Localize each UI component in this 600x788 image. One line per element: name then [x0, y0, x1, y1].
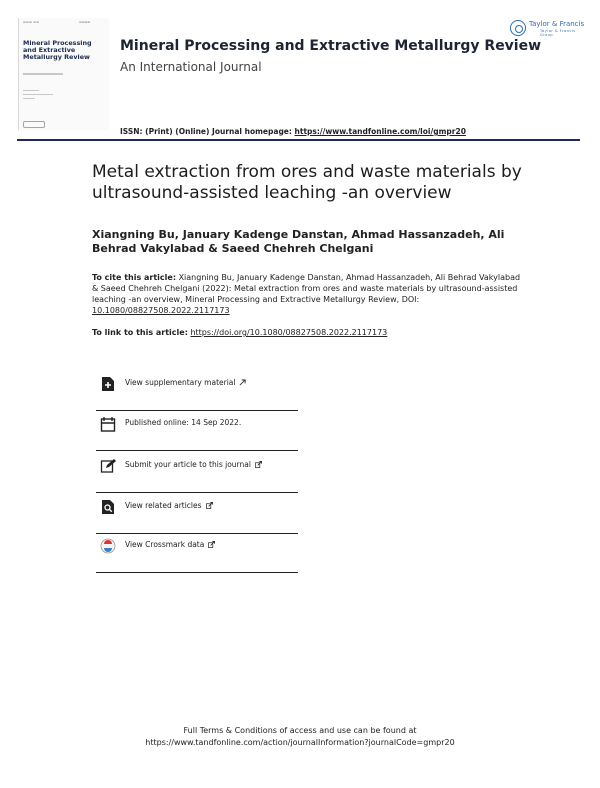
supplementary-material-row[interactable]: [96, 370, 298, 411]
cover-line: [23, 90, 39, 91]
journal-subtitle: An International Journal: [120, 60, 262, 74]
journal-cover: [18, 18, 109, 130]
published-online-row: [96, 410, 298, 451]
journal-homepage-link[interactable]: https://www.tandfonline.com/loi/gmpr20: [294, 127, 466, 136]
cover-top-text-2: ▬▬▬▬: [79, 20, 91, 24]
issn-label: ISSN: (Print) (Online) Journal homepage:: [120, 127, 292, 136]
related-articles-label: View related articles: [125, 501, 213, 510]
edit-icon: [100, 458, 116, 474]
article-title: Metal extraction from ores and waste materials by ultrasound-assisted leaching -an overview: [92, 162, 522, 203]
journal-title: Mineral Processing and Extractive Metallurgy Review: [120, 38, 542, 54]
footer: [100, 725, 500, 749]
footer-journal-info-link[interactable]: https://www.tandfonline.com/action/journalInformation?journalCode=gmpr20: [145, 738, 455, 747]
doi-link[interactable]: 10.1080/08827508.2022.2117173: [92, 306, 230, 315]
citation-block: [92, 272, 522, 316]
supplementary-icon: [100, 376, 116, 392]
external-link-icon: [206, 502, 213, 509]
external-link-icon: [239, 379, 246, 386]
crossmark-label: View Crossmark data: [125, 540, 215, 549]
cover-top-text: ▬▬▬ ▬▬: [23, 20, 40, 24]
search-icon: [100, 499, 116, 515]
crossmark-icon: [100, 538, 116, 554]
doi-label: DOI:: [401, 295, 420, 304]
publisher-name: Taylor & Francis: [529, 20, 585, 28]
related-articles-row[interactable]: [96, 493, 298, 534]
submit-article-row[interactable]: [96, 452, 298, 493]
calendar-icon: [100, 416, 116, 432]
article-link-line: [92, 328, 532, 337]
cover-line: [23, 98, 35, 99]
issn-line: [120, 127, 466, 136]
cover-publisher-logo: [23, 121, 45, 128]
external-link-icon: [255, 461, 262, 468]
cover-subtitle-bar: [23, 73, 63, 75]
citation-text: Xiangning Bu, January Kadenge Danstan, Ahmad Hassanzadeh, Ali Behrad Vakylabad & Saeed Chehreh Chelgani (2022): Metal extraction from ores and waste materials by ultrasound-assisted leaching -an overview, Mineral Processing and Extractive Metallurgy Review,: [92, 273, 521, 304]
publisher-tagline: Taylor & Francis Group: [540, 29, 576, 37]
citation-label: To cite this article:: [92, 273, 177, 282]
footer-terms-text: Full Terms & Conditions of access and use can be found at: [183, 726, 417, 735]
publisher-logo-icon: [510, 20, 526, 36]
submit-article-label: Submit your article to this journal: [125, 460, 262, 469]
publisher-logo[interactable]: [510, 18, 585, 40]
cover-title: Mineral Processing and Extractive Metallurgy Review: [23, 39, 92, 62]
article-link-label: To link to this article:: [92, 328, 188, 337]
crossmark-row[interactable]: [96, 532, 298, 573]
published-online-label: Published online: 14 Sep 2022.: [125, 418, 242, 427]
cover-line: [23, 94, 53, 95]
external-link-icon: [208, 541, 215, 548]
header-divider: [17, 139, 580, 141]
supplementary-label: View supplementary material: [125, 378, 246, 387]
article-authors: Xiangning Bu, January Kadenge Danstan, Ahmad Hassanzadeh, Ali Behrad Vakylabad & Saeed Chehreh Chelgani: [92, 228, 505, 255]
article-link[interactable]: https://doi.org/10.1080/08827508.2022.2117173: [190, 328, 388, 337]
